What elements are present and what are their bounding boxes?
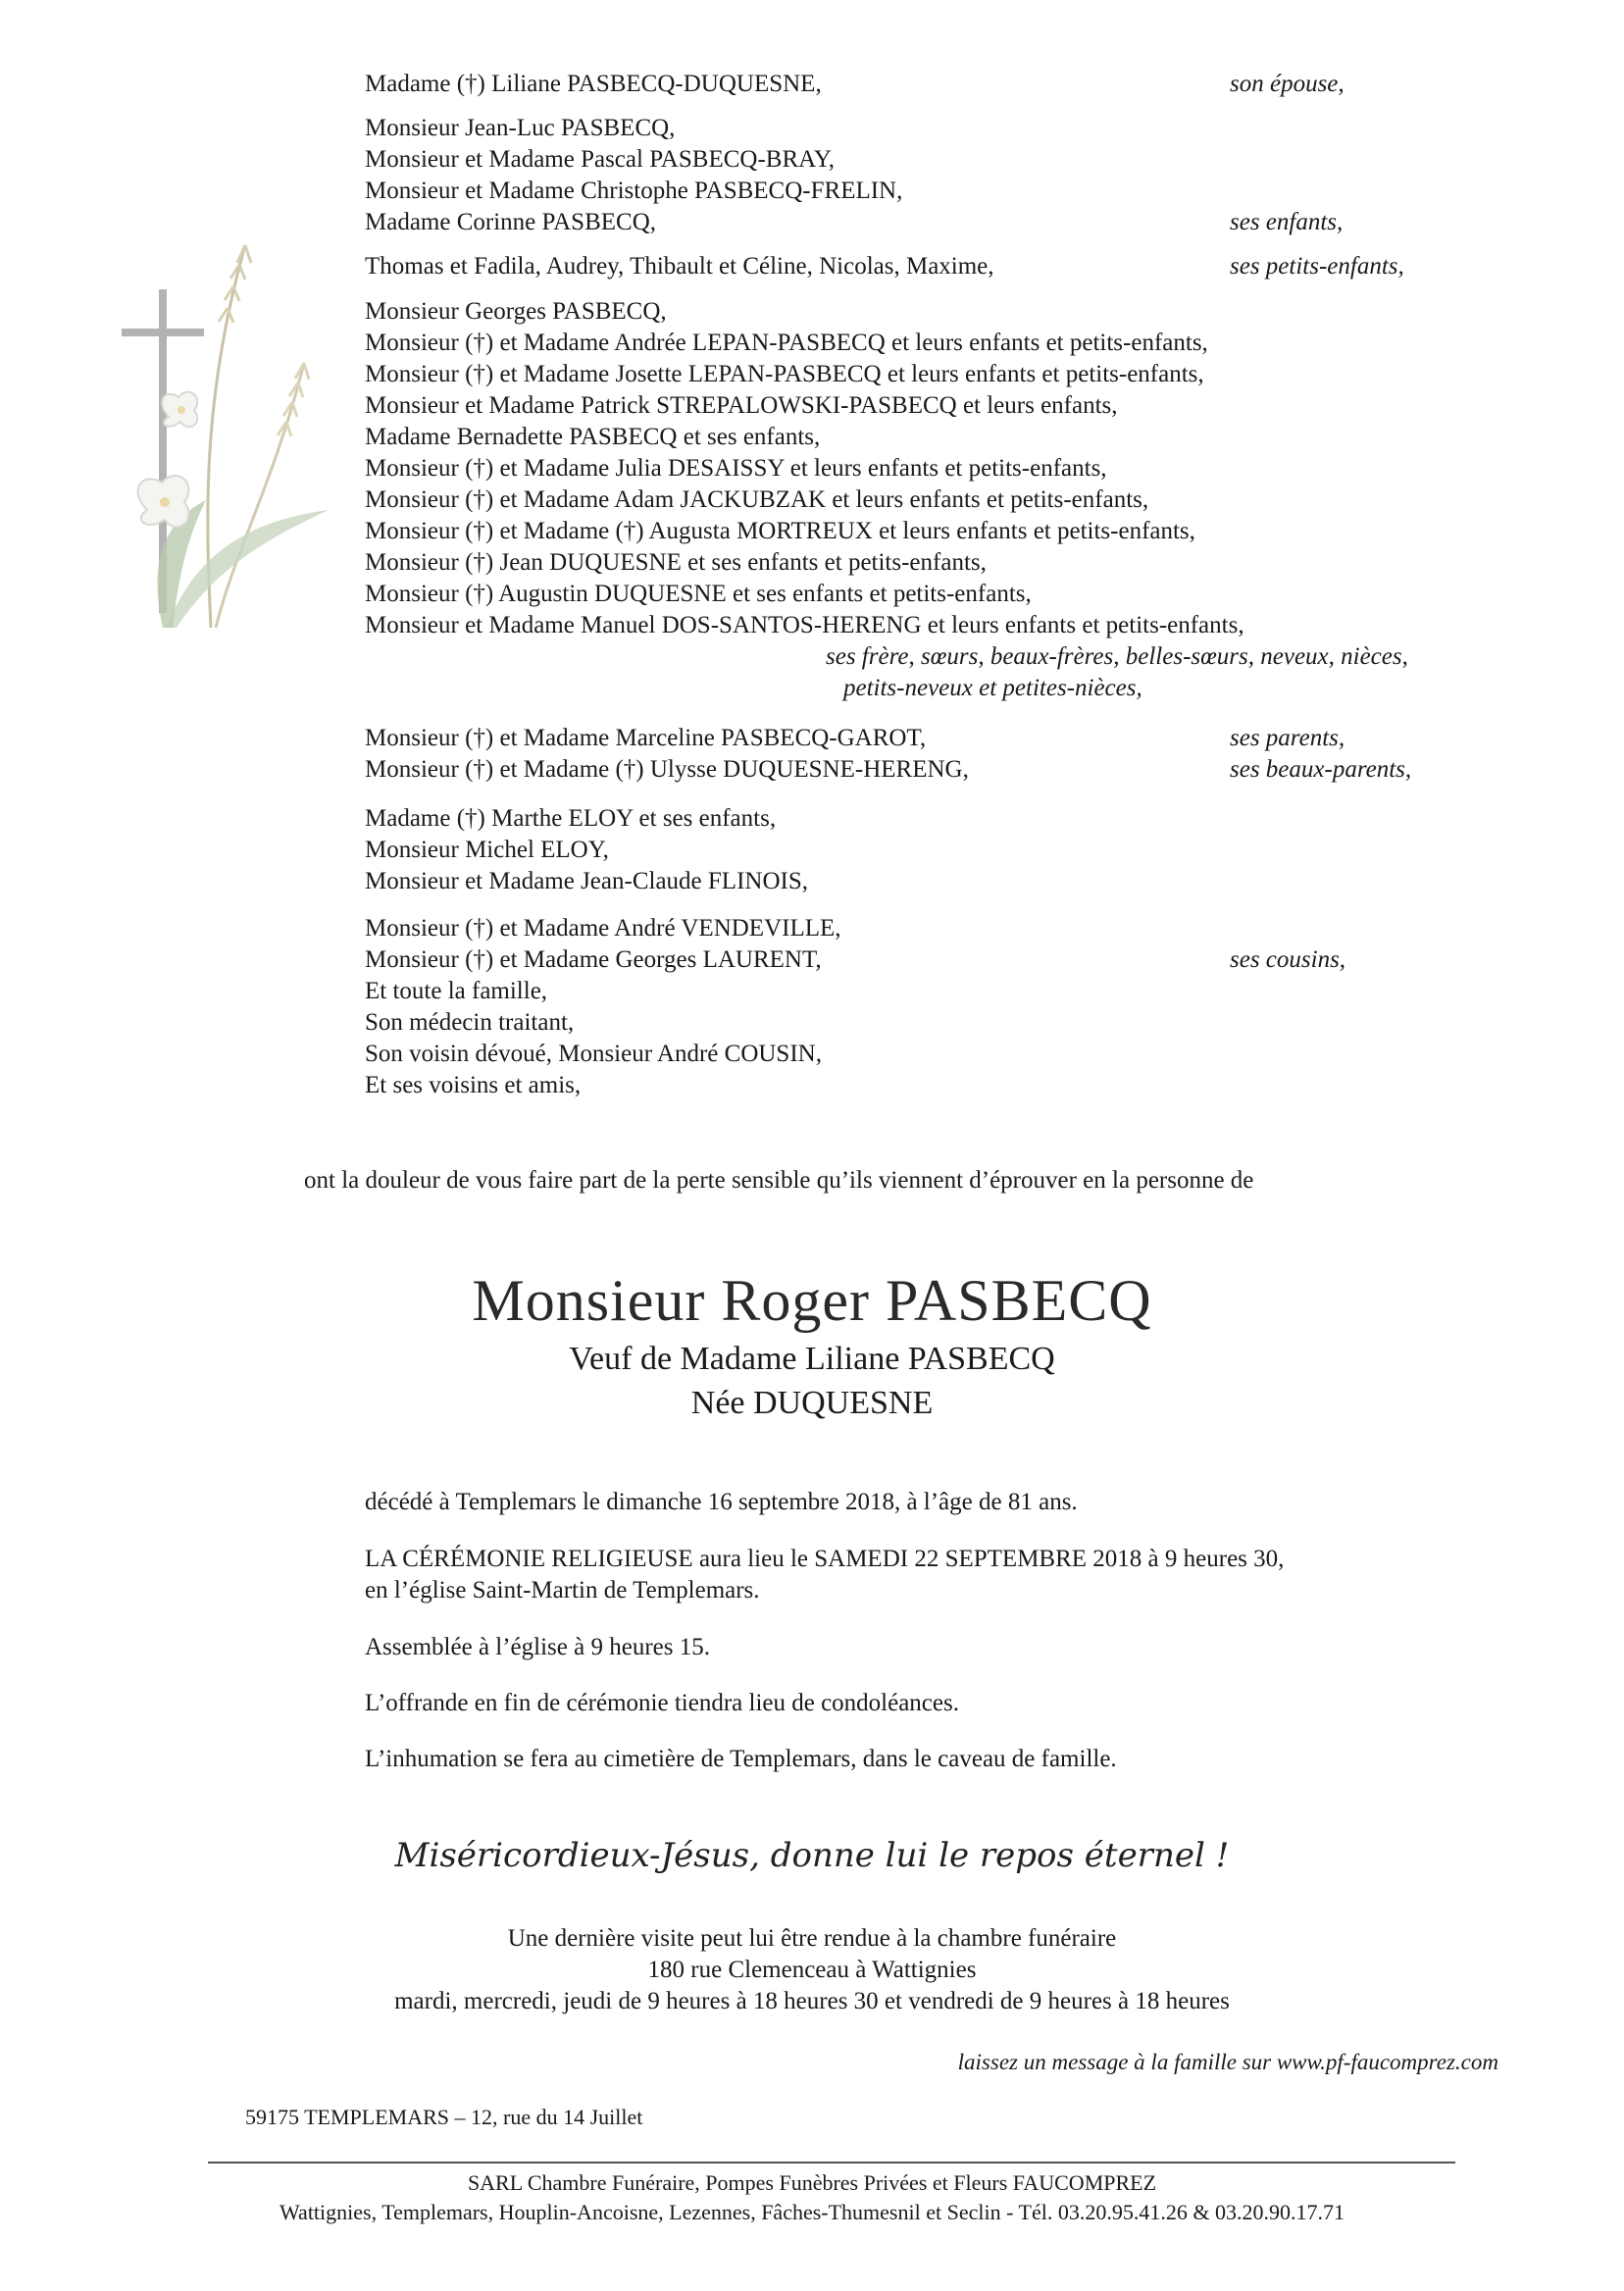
family-line: Monsieur et Madame Patrick STREPALOWSKI-PASBECQ et leurs enfants, [365,392,1118,419]
family-line: Monsieur et Madame Pascal PASBECQ-BRAY, [365,146,835,173]
family-line: Monsieur Georges PASBECQ, [365,298,667,325]
address-text: 59175 TEMPLEMARS – 12, rue du 14 Juillet [245,2105,643,2129]
family-line: Monsieur (†) Augustin DUQUESNE et ses enfants et petits-enfants, [365,581,1032,607]
family-line: Son voisin dévoué, Monsieur André COUSIN, [365,1041,822,1067]
family-line: Madame Corinne PASBECQ, [365,209,656,235]
family-line: Monsieur et Madame Jean-Claude FLINOIS, [365,868,808,894]
relation-label: son épouse, [1230,71,1345,97]
cross-and-lilies-icon [108,226,333,637]
family-line: Son médecin traitant, [365,1009,575,1036]
family-line: Monsieur (†) et Madame Andrée LEPAN-PASBECQ et leurs enfants et petits-enfants, [365,330,1208,356]
announcement-text: ont la douleur de vous faire part de la perte sensible qu’ils viennent d’éprouver en la personne de [304,1167,1254,1194]
family-line: Monsieur Michel ELOY, [365,837,609,863]
family-line: Monsieur (†) Jean DUQUESNE et ses enfants et petits-enfants, [365,549,987,576]
relation-label: ses parents, [1230,725,1345,751]
visit-line: mardi, mercredi, jeudi de 9 heures à 18 heures 30 et vendredi de 9 heures à 18 heures [394,1988,1230,2014]
visit-line: 180 rue Clemenceau à Wattignies [647,1957,977,1983]
relation-label: ses enfants, [1230,209,1344,235]
details-line: LA CÉRÉMONIE RELIGIEUSE aura lieu le SAMEDI 22 SEPTEMBRE 2018 à 9 heures 30, [365,1546,1285,1572]
family-line: Madame (†) Liliane PASBECQ-DUQUESNE, [365,71,822,97]
details-line: L’offrande en fin de cérémonie tiendra lieu de condoléances. [365,1690,959,1716]
family-line: Monsieur (†) et Madame Marceline PASBECQ-GAROT, [365,725,927,751]
footer-locations: Wattignies, Templemars, Houplin-Ancoisne, Lezennes, Fâches-Thumesnil et Seclin - Tél. 03.20.95.41.26 & 03.20.90.17.71 [279,2200,1345,2224]
visit-line: Une dernière visite peut lui être rendue à la chambre funéraire [507,1925,1117,1952]
relation-label: ses cousins, [1230,946,1346,973]
family-line: Monsieur et Madame Christophe PASBECQ-FRELIN, [365,178,903,204]
footer-company: SARL Chambre Funéraire, Pompes Funèbres Privées et Fleurs FAUCOMPREZ [467,2170,1157,2195]
details-line: décédé à Templemars le dimanche 16 septembre 2018, à l’âge de 81 ans. [365,1489,1078,1515]
details-line: L’inhumation se fera au cimetière de Templemars, dans le caveau de famille. [365,1746,1117,1772]
deceased-subtitle: Veuf de Madame Liliane PASBECQ [569,1341,1055,1377]
family-line: Monsieur (†) et Madame Georges LAURENT, [365,946,822,973]
family-line: Monsieur et Madame Manuel DOS-SANTOS-HERENG et leurs enfants et petits-enfants, [365,612,1244,638]
family-line: Monsieur (†) et Madame André VENDEVILLE, [365,915,841,942]
prayer-text: Miséricordieux-Jésus, donne lui le repos éternel ! [394,1836,1230,1875]
relation-label: ses beaux-parents, [1230,756,1412,783]
relation-label: ses petits-enfants, [1230,253,1404,280]
message-link[interactable]: laissez un message à la famille sur www.pf-faucomprez.com [957,2050,1498,2074]
relation-label: petits-neveux et petites-nièces, [843,675,1142,701]
family-line: Monsieur (†) et Madame (†) Augusta MORTREUX et leurs enfants et petits-enfants, [365,518,1195,544]
family-line: Monsieur (†) et Madame (†) Ulysse DUQUESNE-HERENG, [365,756,969,783]
deceased-name: Monsieur Roger PASBECQ [472,1268,1152,1333]
family-line: Monsieur Jean-Luc PASBECQ, [365,115,676,141]
deceased-maiden-name: Née DUQUESNE [690,1385,934,1421]
family-line: Monsieur (†) et Madame Julia DESAISSY et leurs enfants et petits-enfants, [365,455,1107,482]
footer-divider [208,2162,1455,2164]
details-line: en l’église Saint-Martin de Templemars. [365,1577,760,1604]
details-line: Assemblée à l’église à 9 heures 15. [365,1634,710,1660]
family-line: Et ses voisins et amis, [365,1072,582,1098]
family-line: Madame Bernadette PASBECQ et ses enfants, [365,424,821,450]
family-line: Madame (†) Marthe ELOY et ses enfants, [365,805,777,832]
family-line: Et toute la famille, [365,978,548,1004]
family-line: Thomas et Fadila, Audrey, Thibault et Céline, Nicolas, Maxime, [365,253,994,280]
family-line: Monsieur (†) et Madame Adam JACKUBZAK et leurs enfants et petits-enfants, [365,486,1149,513]
family-line: Monsieur (†) et Madame Josette LEPAN-PASBECQ et leurs enfants et petits-enfants, [365,361,1204,387]
relation-label: ses frère, sœurs, beaux-frères, belles-sœurs, neveux, nièces, [826,643,1408,670]
